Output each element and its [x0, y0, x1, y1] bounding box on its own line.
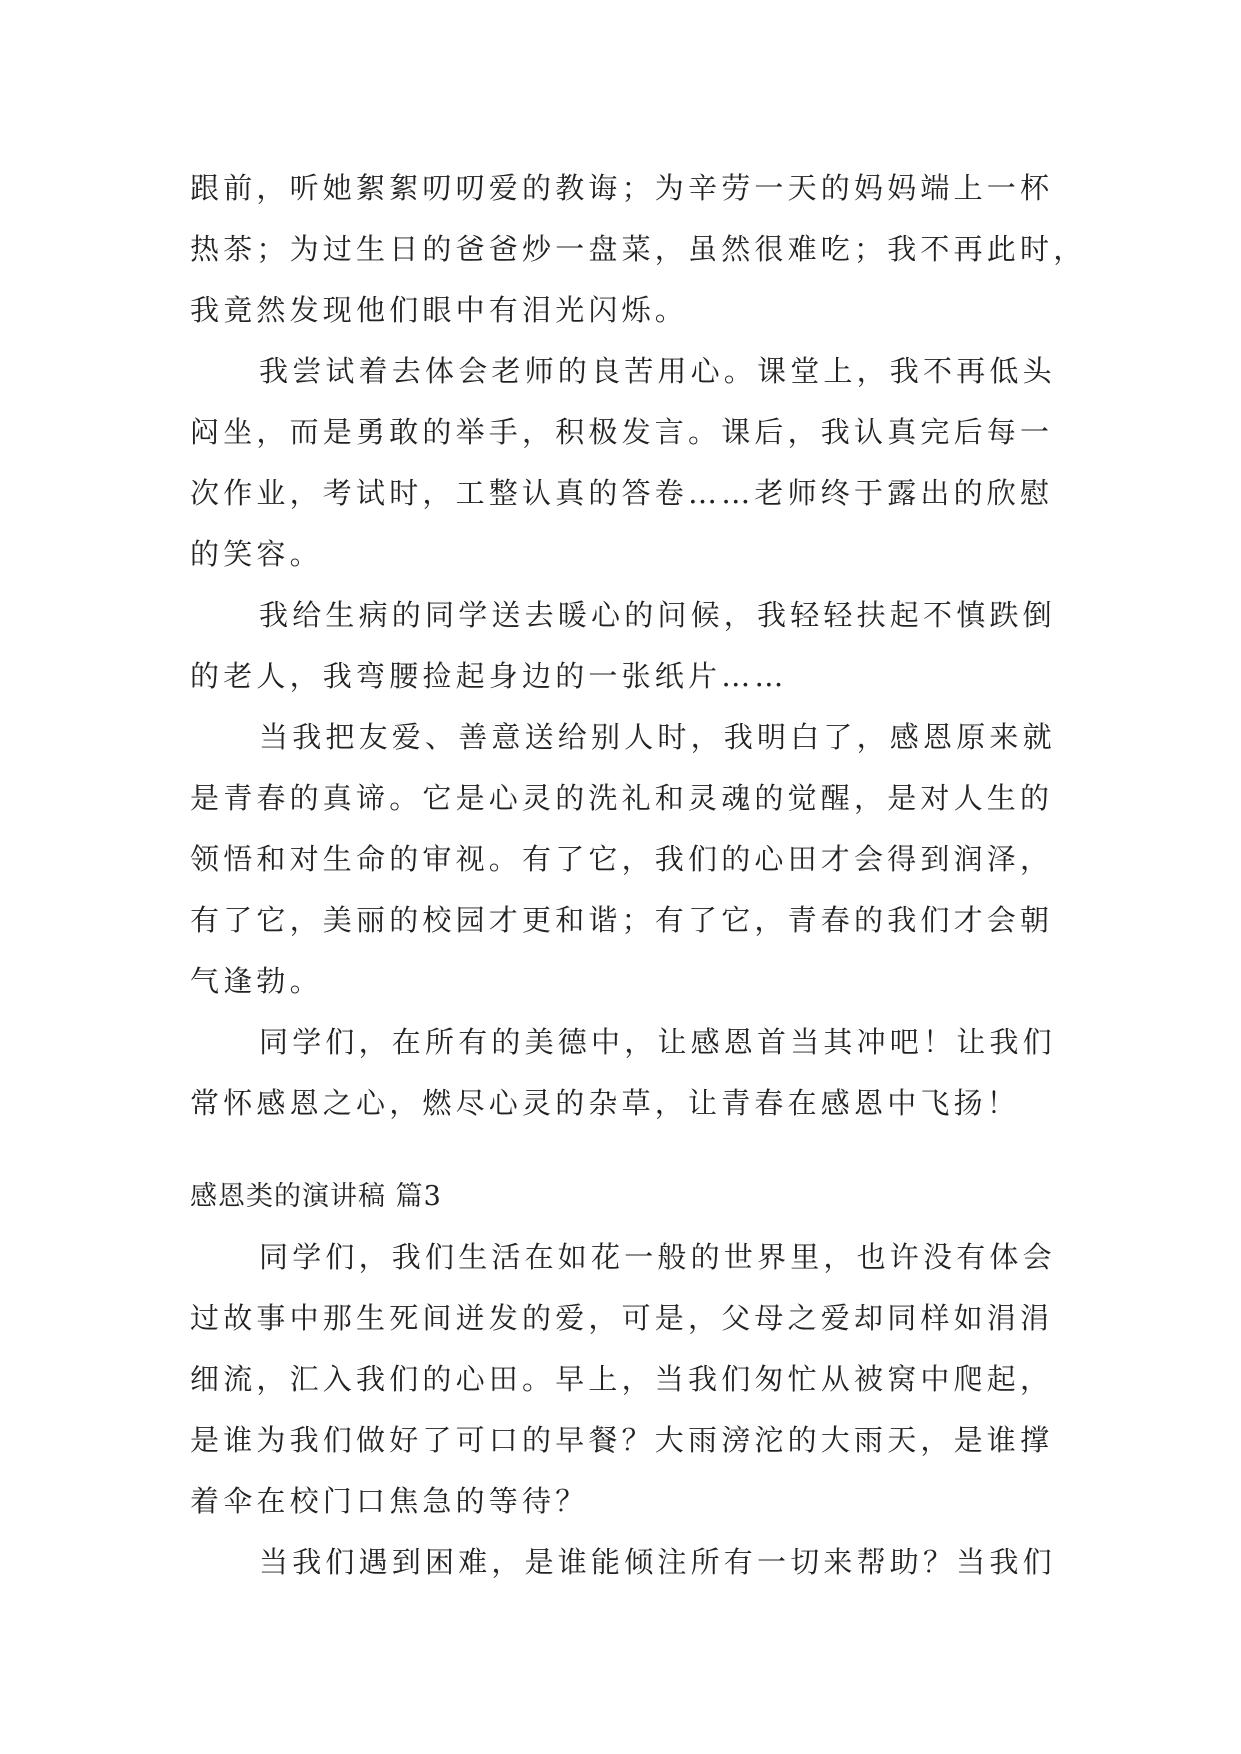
text-line: 气逢勃。 — [190, 964, 323, 998]
text-line: 我竟然发现他们眼中有泪光闪烁。 — [190, 293, 689, 327]
text-line: 当我们遇到困难，是谁能倾注所有一切来帮助？当我们 — [259, 1545, 1056, 1579]
text-line: 我给生病的同学送去暖心的问候，我轻轻扶起不慎跌倒 — [259, 598, 1056, 632]
paragraph-gratitude-meaning — [190, 707, 1056, 1012]
text-line: 是谁为我们做好了可口的早餐？大雨滂沱的大雨天，是谁撑 — [190, 1423, 1054, 1457]
text-line: 同学们，我们生活在如花一般的世界里，也许没有体会 — [259, 1240, 1056, 1274]
paragraph-continued — [190, 158, 1087, 341]
paragraph-parents-love — [190, 1227, 1056, 1532]
text-line: 当我把友爱、善意送给别人时，我明白了，感恩原来就 — [259, 720, 1056, 754]
paragraph-closing — [190, 1012, 1056, 1134]
section-heading: 感恩类的演讲稿 篇3 — [190, 1181, 442, 1212]
text-line: 是青春的真谛。它是心灵的洗礼和灵魂的觉醒，是对人生的 — [190, 781, 1054, 815]
text-line: 闷坐，而是勇敢的举手，积极发言。课后，我认真完后每一 — [190, 415, 1054, 449]
text-line: 的笑容。 — [190, 537, 323, 571]
text-line: 热茶；为过生日的爸爸炒一盘菜，虽然很难吃；我不再此时， — [190, 232, 1087, 266]
text-line: 我尝试着去体会老师的良苦用心。课堂上，我不再低头 — [259, 354, 1056, 388]
paragraph-difficulty — [190, 1532, 1056, 1593]
text-line: 过故事中那生死间迸发的爱，可是，父母之爱却同样如涓涓 — [190, 1301, 1054, 1335]
paragraph-teacher — [190, 341, 1056, 585]
text-line: 同学们，在所有的美德中，让感恩首当其冲吧！让我们 — [259, 1025, 1056, 1059]
text-line: 跟前，听她絮絮叨叨爱的教诲；为辛劳一天的妈妈端上一杯 — [190, 171, 1054, 205]
text-line: 领悟和对生命的审视。有了它，我们的心田才会得到润泽， — [190, 842, 1054, 876]
text-line: 的老人，我弯腰捡起身边的一张纸片…… — [190, 659, 788, 693]
text-line: 次作业，考试时，工整认真的答卷……老师终于露出的欣慰 — [190, 476, 1054, 510]
text-line: 细流，汇入我们的心田。早上，当我们匆忙从被窝中爬起， — [190, 1362, 1054, 1396]
text-line: 有了它，美丽的校园才更和谐；有了它，青春的我们才会朝 — [190, 903, 1054, 937]
text-line: 常怀感恩之心，燃尽心灵的杂草，让青春在感恩中飞扬！ — [190, 1086, 1021, 1120]
document-page — [190, 158, 1087, 1593]
text-line: 着伞在校门口焦急的等待？ — [190, 1484, 589, 1518]
paragraph-classmates — [190, 585, 1056, 707]
